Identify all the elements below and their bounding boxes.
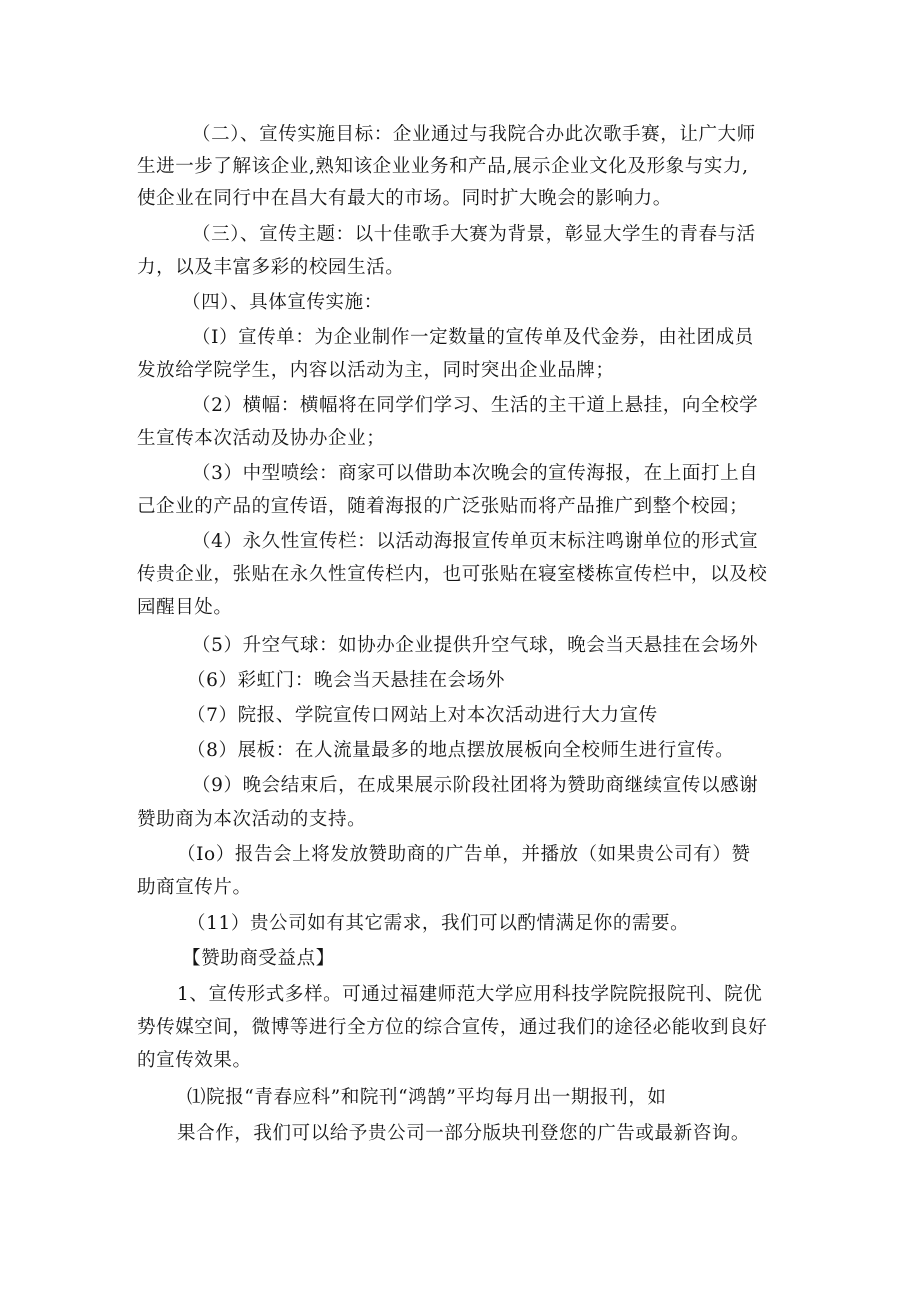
item-1-line-1: （I）宣传单：为企业制作一定数量的宣传单及代金券，由社团成员 — [192, 327, 754, 348]
item-4-line-1: （4）永久性宣传栏：以活动海报宣传单页末标注鸣谢单位的形式宣 — [192, 531, 759, 552]
section-heading-benefits: 【赞助商受益点】 — [182, 948, 335, 969]
item-3-line-2: 己企业的产品的宣传语，随着海报的广泛张贴而将产品推广到整个校园； — [137, 496, 749, 517]
section-heading-implementation: （四）、具体宣传实施： — [182, 292, 383, 313]
item-3-line-1: （3）中型喷绘：商家可以借助本次晚会的宣传海报，在上面打上自 — [192, 463, 759, 484]
paragraph-theme-line-1: （三）、宣传主题：以十佳歌手大赛为背景，彰显大学生的青春与活 — [192, 224, 756, 245]
benefit-1-line-3: 的宣传效果。 — [137, 1050, 252, 1071]
item-5-line-1: （5）升空气球：如协办企业提供升空气球，晚会当天悬挂在会场外 — [192, 635, 759, 656]
item-8-line-1: （8）展板：在人流量最多的地点摆放展板向全校师生进行宣传。 — [187, 740, 735, 761]
item-1-line-2: 发放给学院学生，内容以活动为主，同时突出企业品牌； — [137, 360, 615, 381]
item-4-line-3: 园醒目处。 — [137, 597, 233, 618]
paragraph-theme-line-2: 力，以及丰富多彩的校园生活。 — [137, 257, 405, 278]
item-9-line-2: 赞助商为本次活动的支持。 — [137, 809, 367, 830]
benefit-1-1-line-2: 果合作，我们可以给予贵公司一部分版块刊登您的广告或最新咨询。 — [177, 1123, 751, 1144]
item-10-line-1: （Io）报告会上将发放赞助商的广告单，并播放（如果贵公司有）赞 — [177, 844, 751, 865]
paragraph-goal-line-1: （二）、宣传实施目标：企业通过与我院合办此次歌手赛，让广大师 — [192, 124, 756, 145]
paragraph-goal-line-3: 使企业在同行中在昌大有最大的市场。同时扩大晚会的影响力。 — [137, 188, 672, 209]
paragraph-goal-line-2: 生进一步了解该企业,熟知该企业业务和产品,展示企业文化及形象与实力, — [137, 156, 749, 177]
item-9-line-1: （9）晚会结束后，在成果展示阶段社团将为赞助商继续宣传以感谢 — [192, 775, 759, 796]
benefit-1-1-line-1: ⑴院报“青春应科”和院刊“鸿鹄”平均每月出一期报刊，如 — [187, 1087, 667, 1108]
item-2-line-1: （2）横幅：横幅将在同学们学习、生活的主干道上悬挂，向全校学 — [192, 395, 759, 416]
item-7-line-1: （7）院报、学院宣传口网站上对本次活动进行大力宣传 — [187, 705, 658, 726]
item-6-line-1: （6）彩虹门：晚会当天悬挂在会场外 — [187, 670, 505, 691]
item-2-line-2: 生宣传本次活动及协办企业； — [137, 428, 386, 449]
item-11-line-1: （11）贵公司如有其它需求，我们可以酌情满足你的需要。 — [187, 913, 690, 934]
item-10-line-2: 助商宣传片。 — [137, 877, 252, 898]
item-4-line-2: 传贵企业，张贴在永久性宣传栏内，也可张贴在寝室楼栋宣传栏中，以及校 — [137, 564, 768, 585]
benefit-1-line-1: 1、宣传形式多样。可通过福建师范大学应用科技学院院报院刊、院优 — [177, 984, 763, 1005]
benefit-1-line-2: 势传媒空间，微博等进行全方位的综合宣传，通过我们的途径必能收到良好 — [137, 1017, 768, 1038]
